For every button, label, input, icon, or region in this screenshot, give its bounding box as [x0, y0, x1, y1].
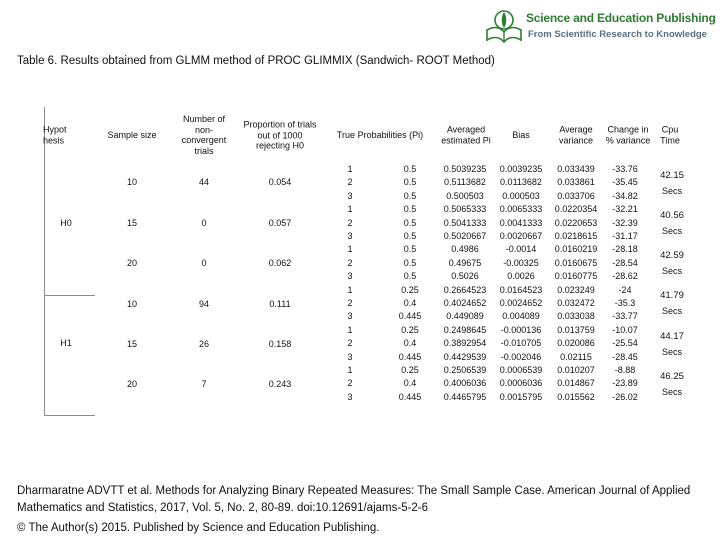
change-percent: -25.54: [612, 338, 638, 349]
bias-value: 0.0164523: [499, 284, 543, 295]
true-probability: 0.5: [403, 244, 417, 255]
row-divider: [44, 295, 95, 296]
averaged-estimate: 0.3892954: [443, 338, 487, 349]
change-percent: -28.54: [612, 257, 638, 268]
bias-value: 0.0041333: [499, 217, 543, 228]
proportion-rejecting: 0.243: [268, 379, 292, 390]
averaged-estimate: 0.5039235: [443, 164, 487, 174]
change-percent: -28.62: [612, 271, 638, 282]
row-index: 1: [347, 164, 353, 174]
hypothesis-label: H0: [60, 217, 72, 228]
bias-value: 0.0020667: [499, 231, 543, 241]
averaged-estimate: 0.4429539: [443, 351, 487, 362]
header-averaged: Averaged estimated Pi: [441, 124, 491, 145]
copyright-notice: © The Author(s) 2015. Published by Science and Education Publishing.: [17, 522, 380, 534]
true-probability: 0.5: [403, 177, 417, 188]
bias-value: -0.00325: [503, 257, 539, 268]
bias-value: 0.0024652: [499, 298, 543, 308]
average-variance: 0.033861: [557, 177, 595, 188]
header-true-probabilities: True Probabilities (Pi): [336, 129, 424, 140]
header-bias: Bias: [512, 129, 530, 140]
change-percent: -32.21: [612, 204, 638, 215]
true-probability: 0.25: [401, 284, 419, 295]
header-proportion-text: Proportion of trials out of 1000 rejecting H0: [243, 119, 317, 151]
proportion-rejecting: 0.158: [268, 339, 292, 350]
row-index: 2: [347, 257, 353, 268]
average-variance: 0.0220354: [554, 204, 598, 215]
average-variance: 0.023249: [557, 284, 595, 295]
bias-value: -0.002046: [500, 351, 542, 362]
average-variance: 0.015562: [557, 391, 595, 402]
average-variance: 0.0160219: [554, 244, 598, 255]
row-index: 2: [347, 338, 353, 349]
cpu-time: 40.56: [660, 209, 684, 221]
average-variance: 0.014867: [557, 378, 595, 389]
table-frame-left: [44, 107, 45, 416]
true-probability: 0.445: [398, 391, 422, 402]
true-probability: 0.445: [398, 311, 422, 322]
bias-value: -0.010705: [500, 338, 542, 349]
change-percent: -28.45: [612, 351, 638, 362]
average-variance: 0.0160675: [554, 257, 598, 268]
sample-size: 10: [126, 299, 138, 309]
averaged-estimate: 0.2498645: [443, 324, 487, 335]
change-percent: -28.18: [612, 244, 638, 255]
average-variance: 0.033439: [557, 164, 595, 174]
change-percent: -32.39: [612, 217, 638, 228]
change-percent: -8.88: [614, 365, 636, 375]
true-probability: 0.5: [403, 204, 417, 215]
header-cpu-time: Cpu Time: [660, 124, 680, 145]
row-index: 2: [347, 217, 353, 228]
table-caption: Table 6. Results obtained from GLMM method of PROC GLIMMIX (Sandwich- ROOT Method): [17, 55, 495, 67]
true-probability: 0.5: [403, 164, 417, 174]
row-index: 3: [347, 311, 353, 322]
averaged-estimate: 0.449089: [446, 311, 484, 322]
row-index: 1: [347, 204, 353, 215]
proportion-rejecting: 0.054: [268, 177, 292, 188]
change-percent: -31.17: [612, 231, 638, 241]
bias-value: 0.0039235: [499, 164, 543, 174]
row-index: 1: [347, 365, 353, 375]
average-variance: 0.033038: [557, 311, 595, 322]
sample-size: 15: [126, 339, 138, 350]
averaged-estimate: 0.500503: [446, 190, 484, 201]
true-probability: 0.5: [403, 190, 417, 201]
open-book-icon: [484, 6, 524, 44]
header-change-variance: Change in % variance: [605, 124, 651, 145]
average-variance: 0.02115: [560, 351, 592, 362]
bias-value: -0.000136: [500, 324, 542, 335]
row-index: 2: [347, 298, 353, 308]
bias-value: 0.000503: [502, 190, 540, 201]
change-percent: -35.3: [614, 298, 636, 308]
citation: Dharmaratne ADVTT et al. Methods for Analyzing Binary Repeated Measures: The Small Sample Case. American Journal of Applied Mathematics and Statistics, 2017, Vol. 5, No. 2, 80-89. doi:10.12691/ajams-5-2-6: [17, 485, 691, 514]
change-percent: -10.07: [612, 324, 638, 335]
averaged-estimate: 0.2506539: [443, 365, 487, 375]
row-index: 3: [347, 190, 353, 201]
hypothesis-label: H1: [60, 338, 72, 349]
results-table: [44, 107, 700, 416]
header-proportion: [243, 119, 317, 151]
row-index: 1: [347, 324, 353, 335]
table-frame-bottom: [44, 415, 95, 416]
averaged-estimate: 0.2664523: [443, 284, 487, 295]
averaged-estimate: 0.5020667: [443, 231, 487, 241]
average-variance: 0.020086: [557, 338, 595, 349]
bias-value: 0.0026: [507, 271, 535, 282]
change-percent: -34.82: [612, 190, 638, 201]
average-variance: 0.0220653: [554, 217, 598, 228]
averaged-estimate: 0.4024652: [443, 298, 487, 308]
cpu-time-unit: Secs: [661, 225, 683, 236]
change-percent: -24: [618, 284, 632, 295]
true-probability: 0.25: [401, 365, 419, 375]
cpu-time: 41.79: [660, 290, 684, 302]
true-probability: 0.4: [403, 378, 417, 389]
change-percent: -26.02: [612, 391, 638, 402]
bias-value: 0.004089: [502, 311, 540, 322]
bias-value: 0.0015795: [499, 391, 543, 402]
bias-value: -0.0014: [505, 244, 537, 255]
change-percent: -33.76: [612, 164, 638, 174]
nonconvergent-trials: 0: [201, 257, 207, 268]
cpu-time: 44.17: [660, 330, 684, 342]
nonconvergent-trials: 26: [198, 339, 210, 350]
average-variance: 0.032472: [557, 298, 595, 308]
cpu-time-unit: Secs: [661, 346, 683, 357]
change-percent: -33.77: [612, 311, 638, 322]
header-nonconvergent: Number of non-convergent trials: [181, 114, 227, 156]
cpu-time: 42.15: [660, 169, 684, 181]
cpu-time: 42.59: [660, 250, 684, 262]
row-index: 3: [347, 271, 353, 282]
true-probability: 0.445: [398, 351, 422, 362]
true-probability: 0.5: [403, 271, 417, 282]
true-probability: 0.4: [403, 298, 417, 308]
row-index: 3: [347, 351, 353, 362]
bias-value: 0.0113682: [500, 177, 542, 188]
sample-size: 20: [126, 257, 138, 268]
nonconvergent-trials: 0: [201, 217, 207, 228]
sample-size: 10: [126, 177, 138, 188]
average-variance: 0.033706: [557, 190, 595, 201]
proportion-rejecting: 0.111: [269, 299, 291, 309]
sample-size: 20: [126, 379, 138, 390]
row-index: 2: [347, 177, 353, 188]
sample-size: 15: [126, 217, 138, 228]
averaged-estimate: 0.5065333: [443, 204, 487, 215]
header-average-variance: Average variance: [558, 124, 594, 145]
cpu-time-unit: Secs: [661, 185, 683, 196]
true-probability: 0.25: [401, 324, 419, 335]
true-probability: 0.5: [403, 257, 417, 268]
row-index: 2: [347, 378, 353, 389]
bias-value: 0.0065333: [499, 204, 543, 215]
average-variance: 0.010207: [557, 365, 595, 375]
bias-value: 0.0006036: [499, 378, 543, 389]
average-variance: 0.0160775: [554, 271, 598, 282]
nonconvergent-trials: 94: [198, 299, 210, 309]
averaged-estimate: 0.5041333: [443, 217, 487, 228]
bias-value: 0.0006539: [499, 365, 543, 375]
row-index: 1: [347, 284, 353, 295]
averaged-estimate: 0.5113682: [444, 177, 486, 188]
header-sample-size: Sample size: [107, 129, 157, 140]
averaged-estimate: 0.4006036: [443, 378, 487, 389]
true-probability: 0.5: [403, 217, 417, 228]
true-probability: 0.5: [403, 231, 417, 241]
publisher-name: Science and Education Publishing: [526, 11, 716, 25]
change-percent: -35.45: [612, 177, 638, 188]
row-index: 1: [347, 244, 353, 255]
header-hypothesis: Hypothesis: [43, 124, 67, 145]
cpu-time: 46.25: [660, 370, 684, 382]
publisher-logo[interactable]: [484, 5, 716, 45]
average-variance: 0.013759: [557, 324, 595, 335]
averaged-estimate: 0.4986: [451, 244, 479, 255]
cpu-time-unit: Secs: [661, 266, 683, 277]
averaged-estimate: 0.5026: [451, 271, 479, 282]
nonconvergent-trials: 7: [201, 379, 207, 390]
change-percent: -23.89: [612, 378, 638, 389]
true-probability: 0.4: [403, 338, 417, 349]
proportion-rejecting: 0.057: [268, 217, 292, 228]
cpu-time-unit: Secs: [661, 306, 683, 317]
row-index: 3: [347, 391, 353, 402]
averaged-estimate: 0.49675: [448, 257, 482, 268]
averaged-estimate: 0.4465795: [443, 391, 487, 402]
publisher-tagline: From Scientific Research to Knowledge: [528, 29, 707, 40]
nonconvergent-trials: 44: [198, 177, 210, 188]
average-variance: 0.0218615: [554, 231, 598, 241]
cpu-time-unit: Secs: [661, 386, 683, 397]
row-index: 3: [347, 231, 353, 241]
proportion-rejecting: 0.062: [268, 257, 292, 268]
